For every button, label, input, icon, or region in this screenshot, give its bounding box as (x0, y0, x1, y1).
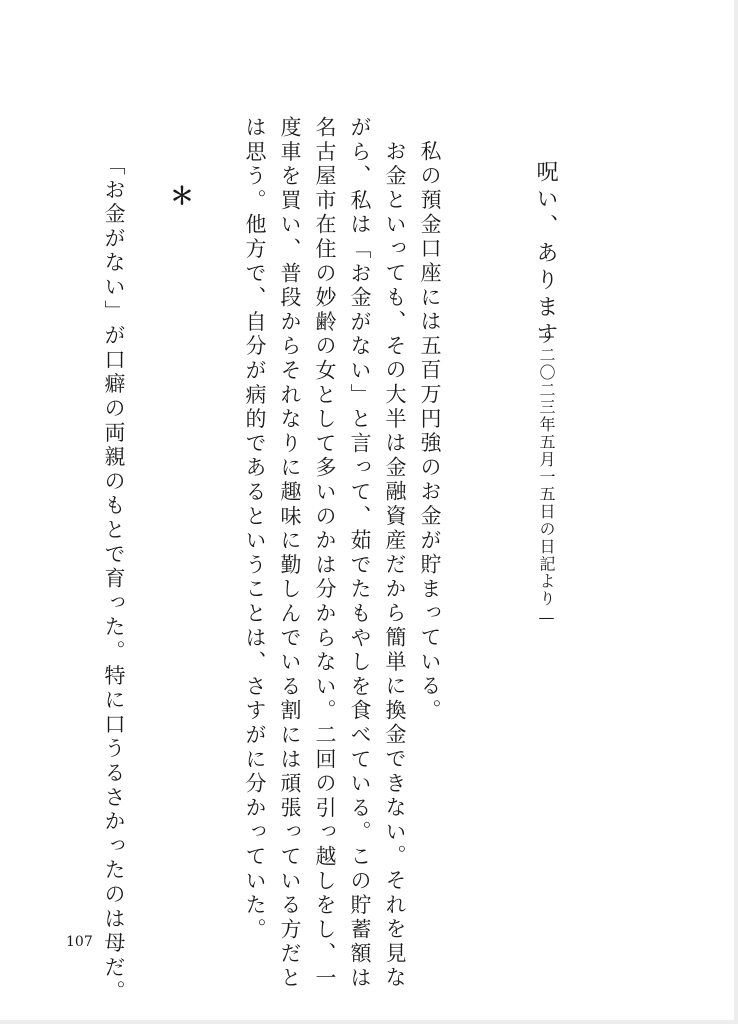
page-number: 107 (66, 934, 93, 950)
chapter-title: 呪い、あります (533, 160, 558, 349)
body-line: お金といっても、その大半は金融資産だから簡単に換金できない。それを見な (383, 140, 407, 991)
body-line: 度車を買い、普段からそれなりに趣味に勤しんでいる割には頑張っている方だと (278, 116, 302, 991)
body-line: は思う。他方で、自分が病的であるということは、さすがに分かっていた。 (243, 116, 267, 943)
section-separator: ＊ (170, 181, 194, 210)
body-line: がら、私は「お金がない」と言って、茹でたもやしを食べている。この貯蓄額は (348, 116, 372, 991)
body-line: 私の預金口座には五百万円強のお金が貯まっている。 (418, 140, 442, 724)
body-line: 名古屋市在住の妙齢の女として多いのかは分からない。二回の引っ越しをし、一 (313, 116, 337, 991)
chapter-subtitle: —二〇二三年五月一五日の日記より— (537, 326, 556, 628)
body-line: 「お金がない」が口癖の両親のもとで育った。特に口うるさかったのは母だ。 (102, 154, 126, 1005)
